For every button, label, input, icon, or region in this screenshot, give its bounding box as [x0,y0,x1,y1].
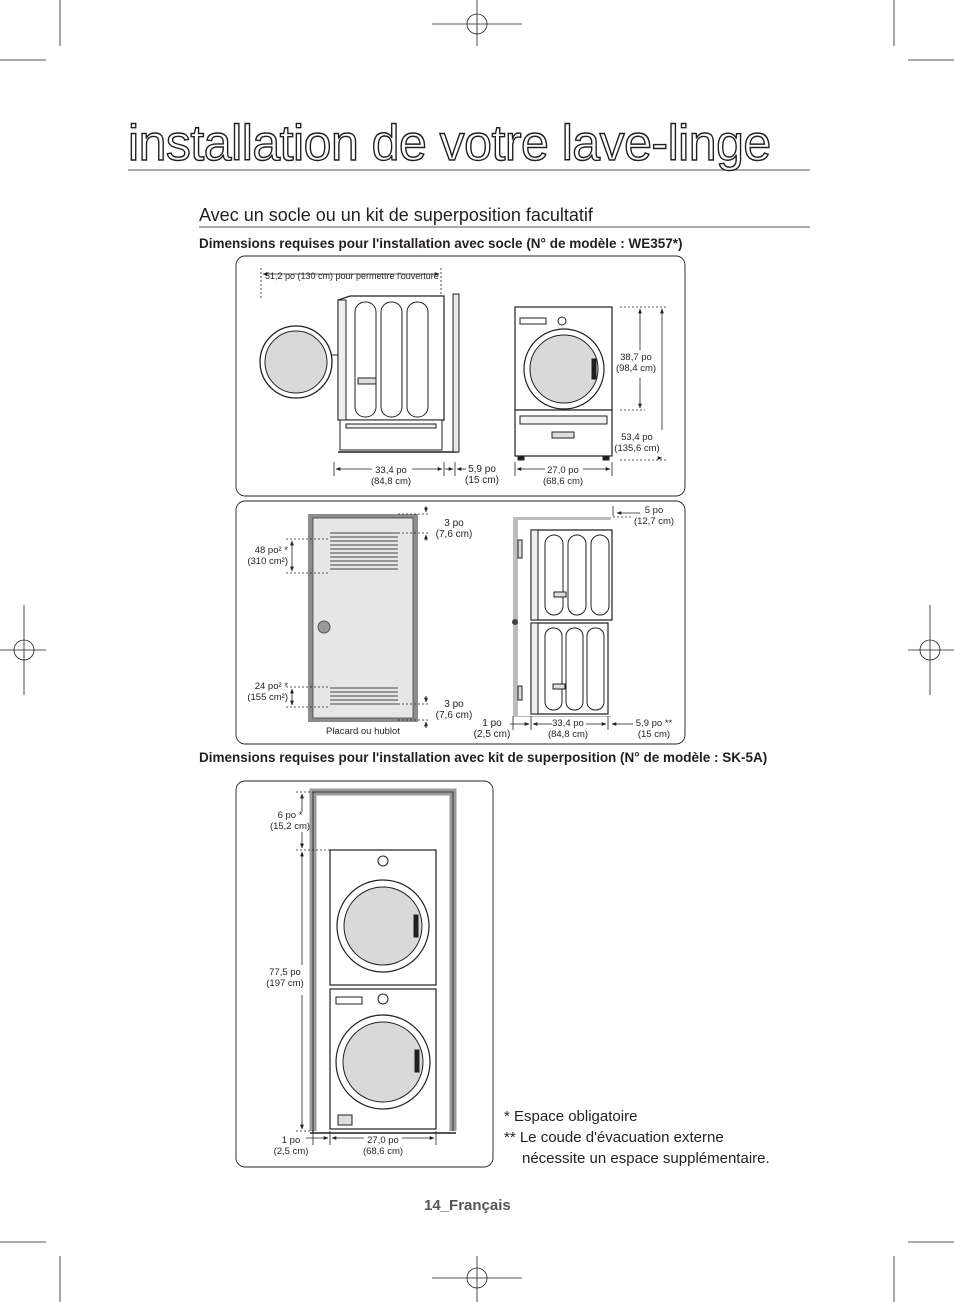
total-height-label: 53,4 po (135,6 cm) [614,432,660,454]
section-title: Avec un socle ou un kit de superposition facultatif [199,205,593,225]
closet-stacked-side-view [512,517,613,717]
note-elbow-line2: nécessite un espace supplémentaire. [522,1150,770,1167]
stacking-washer [330,989,436,1129]
closet-side-gap-label: 1 po (2,5 cm) [473,718,511,740]
pedestal-side-view [260,294,459,452]
page-title: installation de votre lave-linge [128,115,771,171]
pedestal-width-label: 27,0 po (68,6 cm) [542,465,584,487]
bottom-vent-area-label: 24 po² * (155 cm²) [247,681,288,703]
pedestal-rear-gap-label: 5,9 po (15 cm) [465,464,499,486]
washer-height-label: 38,7 po (98,4 cm) [615,352,657,374]
stacking-width-label: 27,0 po (68,6 cm) [362,1135,404,1157]
registration-target-bottom [432,1256,522,1302]
stacking-side-gap-label: 1 po (2,5 cm) [273,1135,309,1157]
note-elbow-line1: ** Le coude d'évacuation externe [504,1129,724,1146]
closet-rear-gap-label: 5,9 po ** (15 cm) [635,718,673,740]
stacking-dryer [330,850,436,985]
note-required: * Espace obligatoire [504,1108,638,1125]
top-vent-area-label: 48 po² * (310 cm²) [247,545,288,567]
pedestal-heading: Dimensions requises pour l'installation avec socle (N° de modèle : WE357*) [199,236,683,251]
stacking-top-gap-label: 6 po * (15,2 cm) [269,810,311,832]
closet-door-caption: Placard ou hublot [326,726,400,737]
closet-bottom-gap-label: 3 po (7,6 cm) [435,699,473,721]
notes [504,1106,770,1169]
stacking-heading: Dimensions requises pour l'installation avec kit de superposition (N° de modèle : SK-5A) [199,750,768,765]
closet-top-clearance-label: 5 po (12,7 cm) [633,505,675,527]
registration-target-top [432,0,522,46]
door-clearance-label: 51,2 po (130 cm) pour permettre l'ouverture [265,271,439,281]
stacking-height-label: 77,5 po (197 cm) [266,967,304,989]
page-footer: 14_Français [424,1197,511,1214]
registration-target-right [908,605,954,695]
closet-depth-label: 33,4 po (84,8 cm) [547,718,589,740]
pedestal-front-view [515,307,612,460]
closet-top-gap-label: 3 po (7,6 cm) [435,518,473,540]
pedestal-depth-label: 33,4 po (84,8 cm) [370,465,412,487]
registration-target-left [0,605,46,695]
closet-door [308,514,418,722]
